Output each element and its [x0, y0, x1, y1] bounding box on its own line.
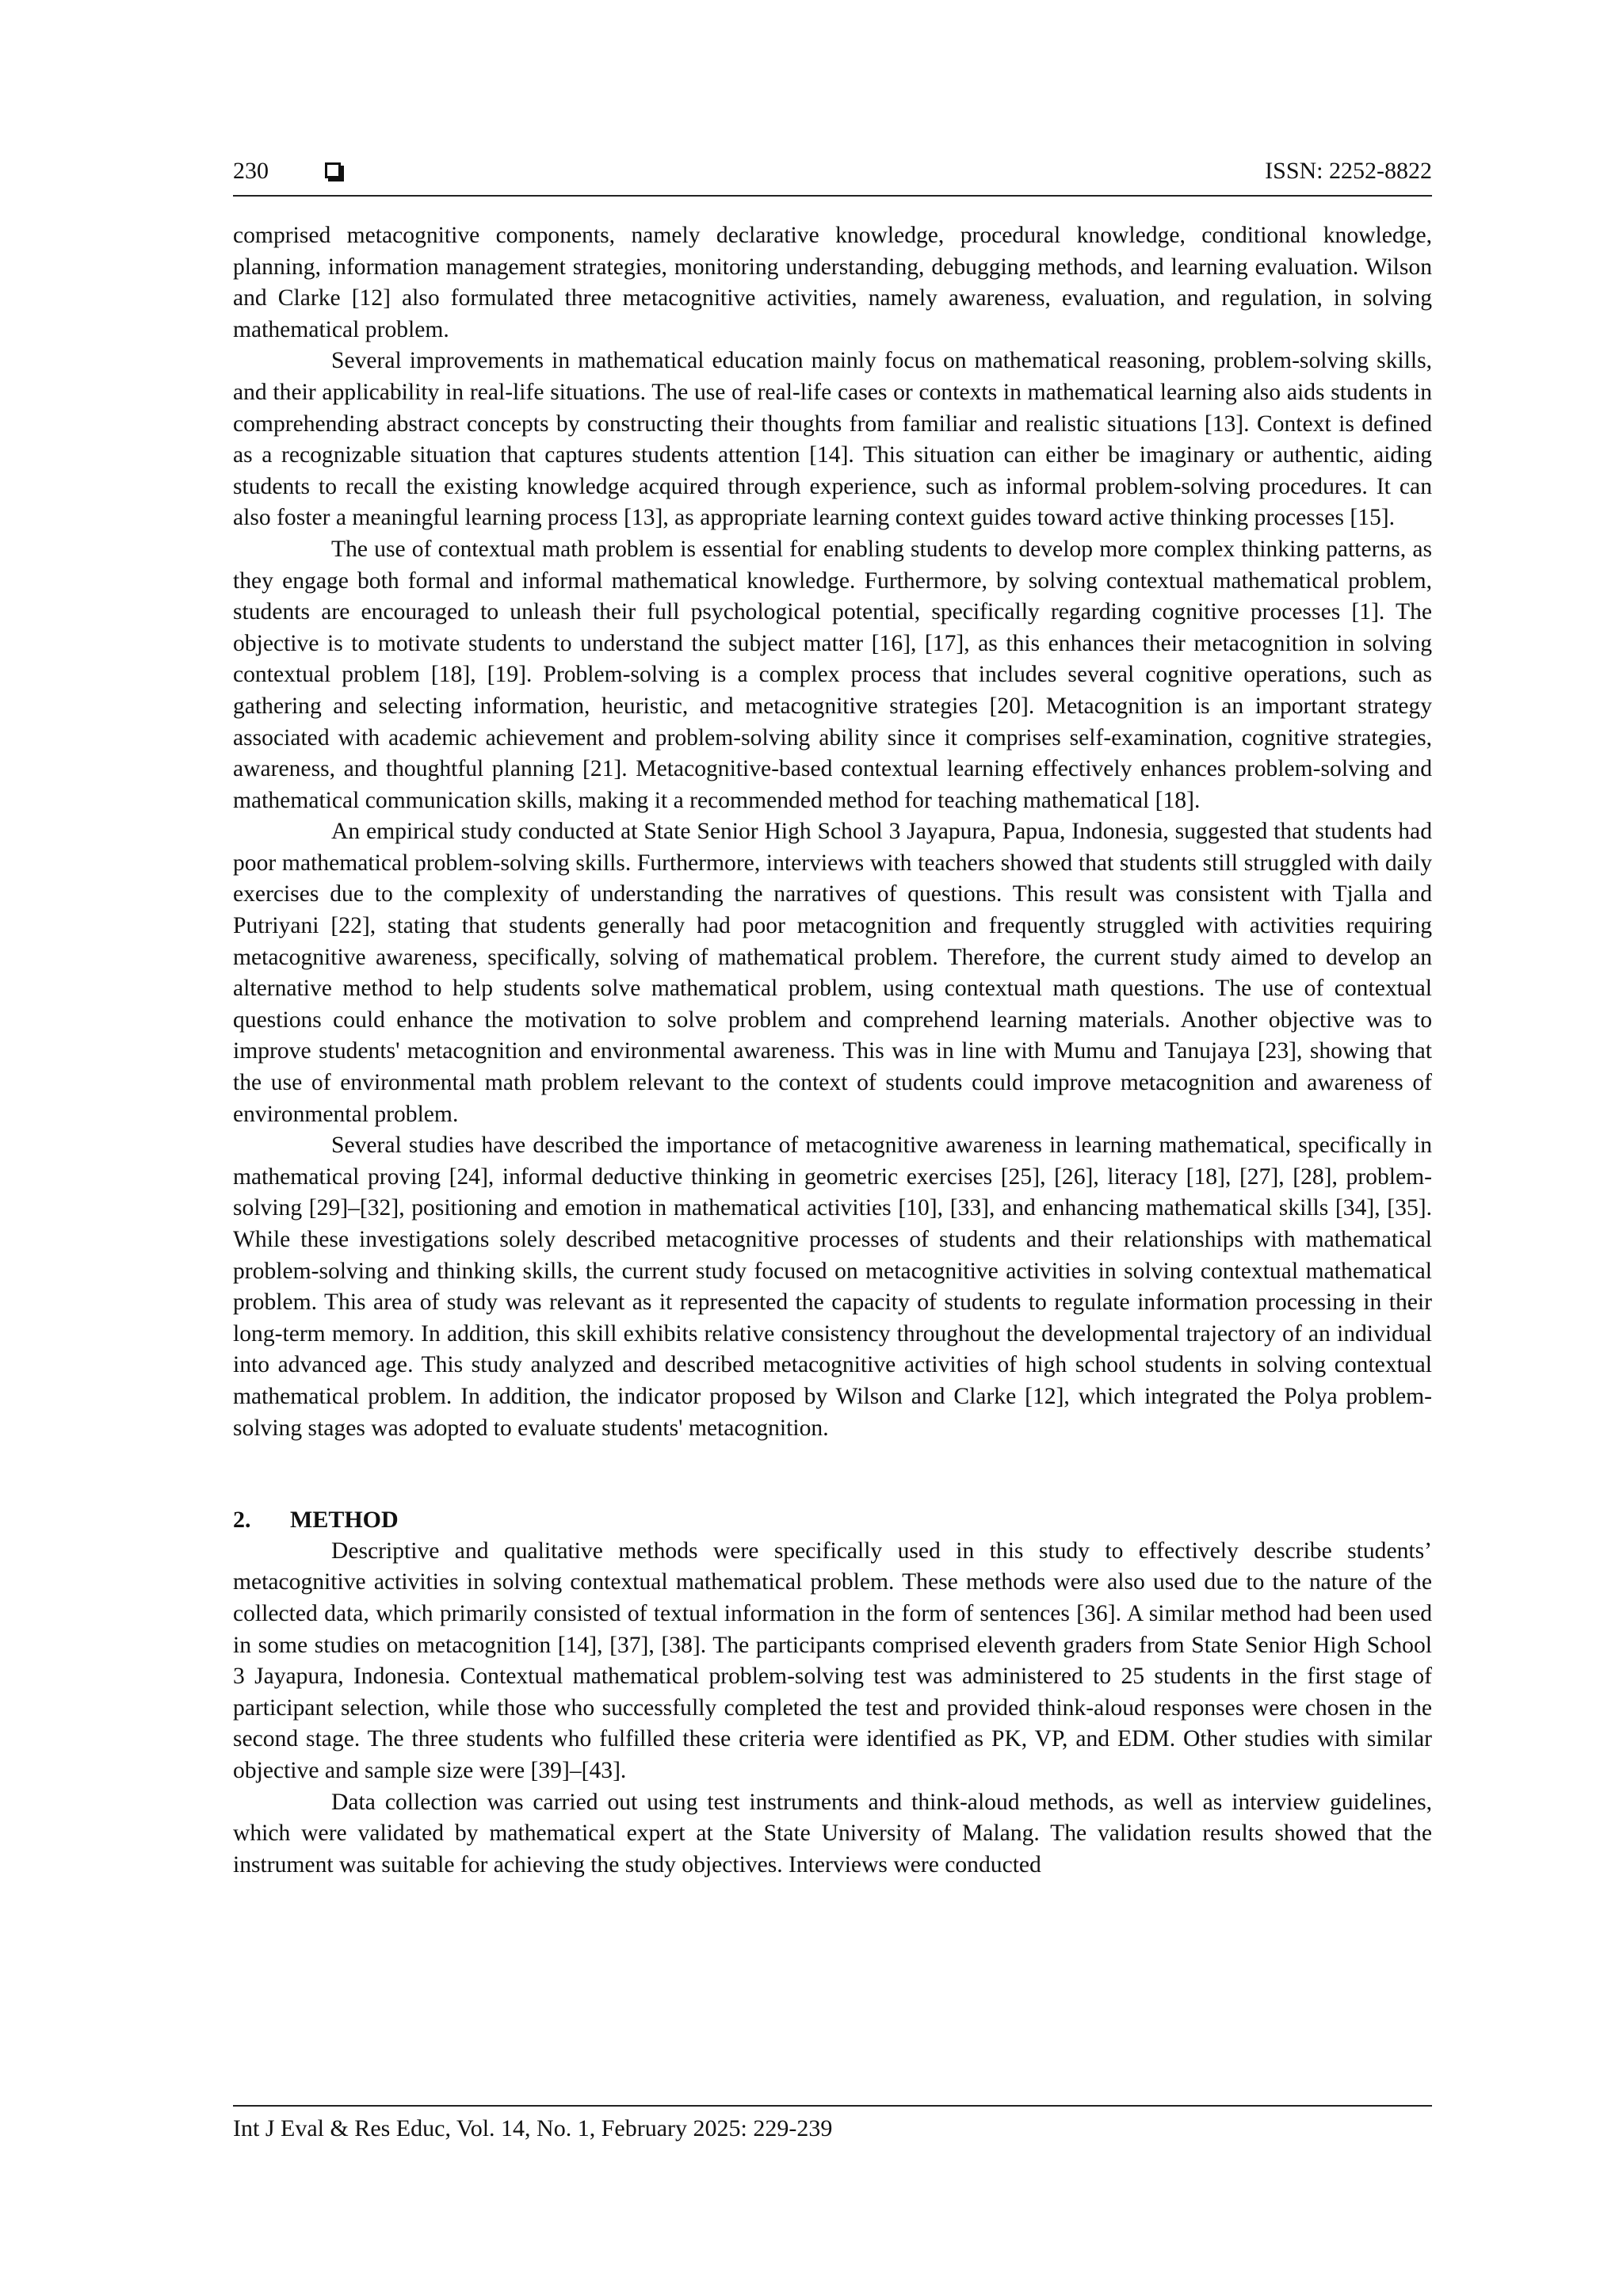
section-heading-method — [233, 1504, 1432, 1536]
section-number: 2. — [233, 1507, 251, 1534]
paragraph: Data collection was carried out using test instruments and think-aloud methods, as well as interview guidelines, which were validated by mathematical expert at the State University of Malang. The validation results showed that the instrument was suitable for achieving the study objectives. Interviews were conducted — [233, 1789, 1432, 1878]
paragraph: An empirical study conducted at State Senior High School 3 Jayapura, Papua, Indonesia, suggested that students had poor mathematical problem-solving skills. Furthermore, interviews with teachers showed that students still struggled with daily exercises due to the complexity of understanding the narratives of questions. This result was consistent with Tjalla and Putriyani [22], stating that students generally had poor metacognition and frequently struggled with activities requiring metacognitive awareness, specifically, solving of mathematical problem. Therefore, the current study aimed to develop an alternative method to help students solve mathematical problem, using contextual math questions. The use of contextual questions could enhance the motivation to solve problem and comprehend learning materials. Another objective was to improve students' metacognition and environmental awareness. This was in line with Mumu and Tanujaya [23], showing that the use of environmental math problem relevant to the context of students could improve metacognition and awareness of environmental problem. — [233, 819, 1432, 1127]
issn-label: ISSN: 2252-8822 — [1265, 158, 1432, 184]
paragraph: The use of contextual math problem is essential for enabling students to develop more complex thinking patterns, as they engage both formal and informal mathematical knowledge. Furthermore, by solving contextual mathematical problem, students are encouraged to unleash their full psychological potential, specifically regarding cognitive processes [1]. The objective is to motivate students to understand the subject matter [16], [17], as this enhances their metacognition in solving contextual problem [18], [19]. Problem-solving is a complex process that includes several cognitive operations, such as gathering and selecting information, heuristic, and metacognitive strategies [20]. Metacognition is an important strategy associated with academic achievement and problem-solving ability since it comprises self-examination, cognitive strategies, awareness, and thoughtful planning [21]. Metacognitive-based contextual learning effectively enhances problem-solving and mathematical communication skills, making it a recommended method for teaching mathematical [18]. — [233, 536, 1432, 813]
paragraph: Several studies have described the importance of metacognitive awareness in learning mathematical, specifically in mathematical proving [24], informal deductive thinking in geometric exercises [25], [26], literacy [18], [27], [28], problem-solving [29]–[32], positioning and emotion in mathematical activities [10], [33], and enhancing mathematical skills [34], [35]. While these investigations solely described metacognitive processes of students and their relationships with mathematical problem-solving and thinking skills, the current study focused on metacognitive activities in solving contextual mathematical problem. This area of study was relevant as it represented the capacity of students to regulate information processing in their long-term memory. In addition, this skill exhibits relative consistency throughout the developmental trajectory of an individual into advanced age. This study analyzed and described metacognitive activities of high school students in solving contextual mathematical problem. In addition, the indicator proposed by Wilson and Clarke [12], which integrated the Polya problem-solving stages was adopted to evaluate students' metacognition. — [233, 1133, 1432, 1441]
page-header — [233, 155, 1432, 197]
page-footer — [233, 2105, 1432, 2145]
section-title: METHOD — [290, 1507, 399, 1534]
page-number: 230 — [233, 158, 269, 184]
paragraph-continued: comprised metacognitive components, namely declarative knowledge, procedural knowledge, conditional knowledge, planning, information management strategies, monitoring understanding, debugging methods, and learning evaluation. Wilson and Clarke [12] also formulated three metacognitive activities, namely awareness, evaluation, and regulation, in solving mathematical problem. — [233, 223, 1432, 342]
paragraph: Descriptive and qualitative methods were specifically used in this study to effectively describe students’ metacognitive activities in solving contextual mathematical problem. These methods were also used due to the nature of the collected data, which primarily consisted of textual information in the form of sentences [36]. A similar method had been used in some studies on metacognition [14], [37], [38]. The participants comprised eleventh graders from State Senior High School 3 Jayapura, Indonesia. Contextual mathematical problem-solving test was administered to 25 students in the first stage of participant selection, while those who successfully completed the test and provided think-aloud responses were chosen in the second stage. The three students who fulfilled these criteria were identified as PK, VP, and EDM. Other studies with similar objective and sample size were [39]–[43]. — [233, 1538, 1432, 1783]
journal-citation: Int J Eval & Res Educ, Vol. 14, No. 1, February 2025: 229-239 — [233, 2115, 833, 2141]
square-bullet-icon — [325, 162, 341, 178]
article-body — [233, 220, 1432, 1881]
paragraph: Several improvements in mathematical education mainly focus on mathematical reasoning, problem-solving skills, and their applicability in real-life situations. The use of real-life cases or contexts in mathematical learning also aids students in comprehending abstract concepts by constructing their thoughts from familiar and realistic situations [13]. Context is defined as a recognizable situation that captures students attention [14]. This situation can either be imaginary or authentic, aiding students to recall the existing knowledge acquired through experience, such as informal problem-solving procedures. It can also foster a meaningful learning process [13], as appropriate learning context guides toward active thinking processes [15]. — [233, 348, 1432, 531]
